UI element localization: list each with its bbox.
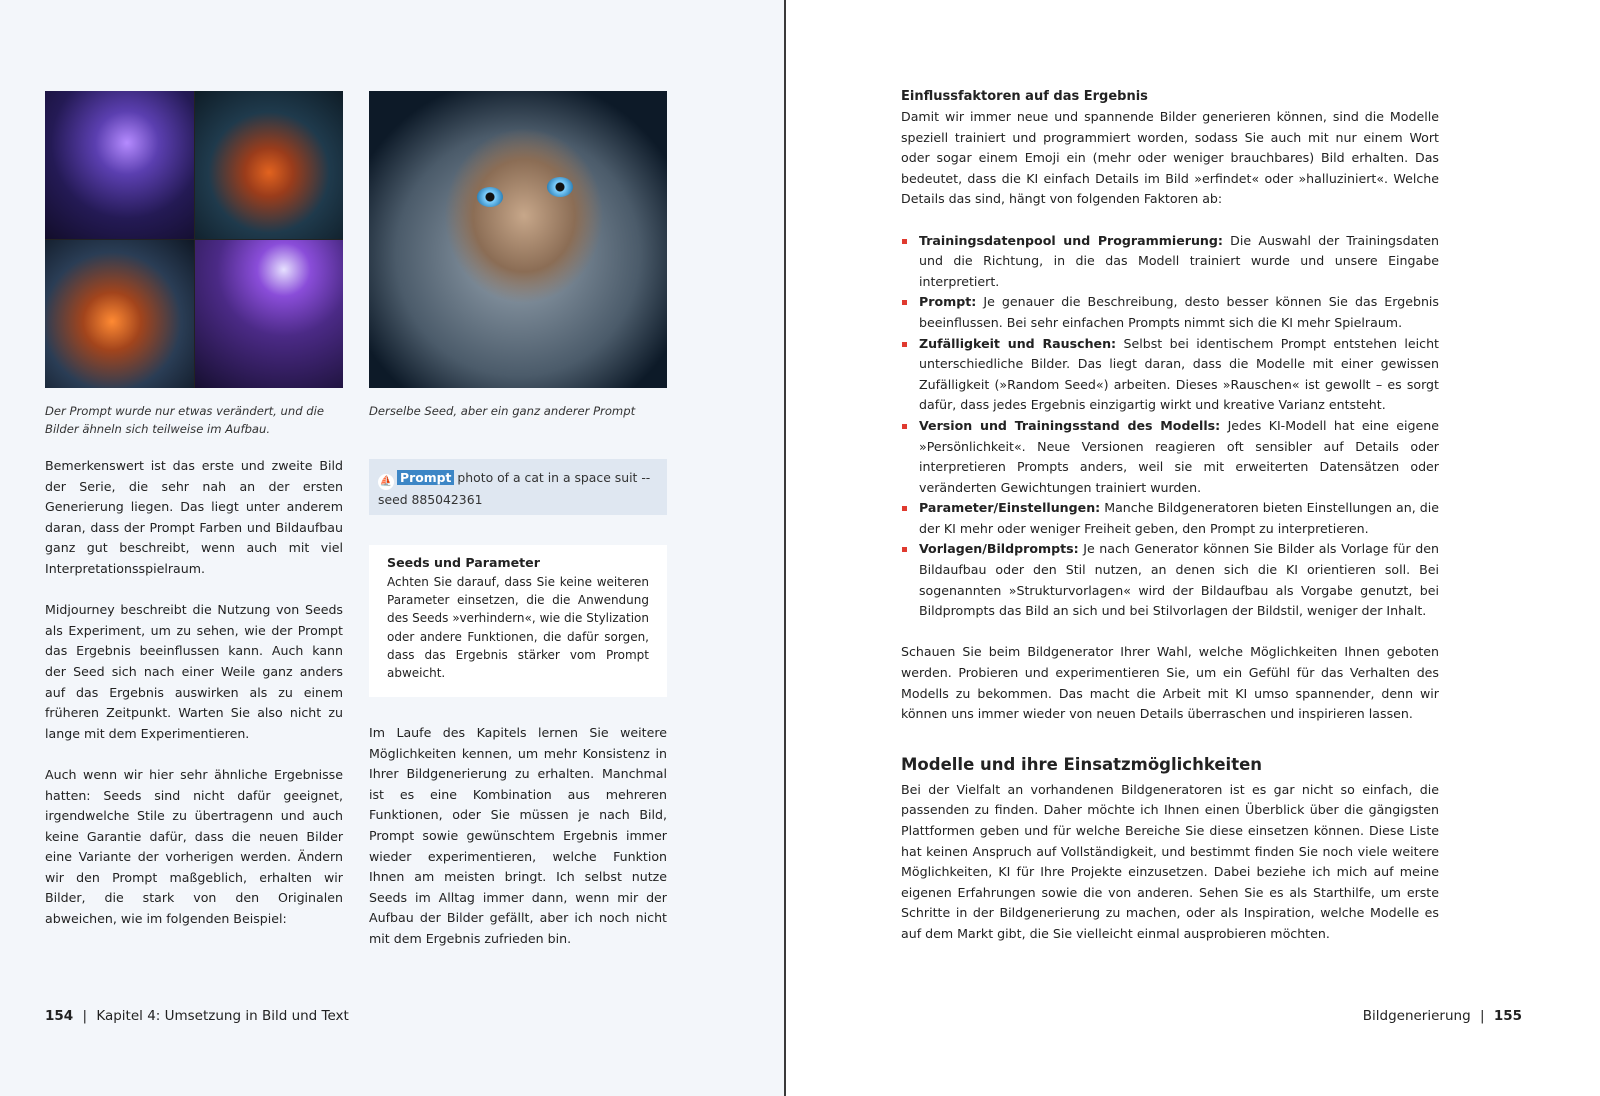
- variant-image-2: [195, 91, 344, 239]
- section-title: Modelle und ihre Einsatzmöglichkeiten: [901, 754, 1263, 774]
- variant-image-3: [45, 240, 194, 388]
- factor-list: [901, 231, 1439, 622]
- variant-image-1: [45, 91, 194, 239]
- list-item: Parameter/Einstellungen: Manche Bildgeneratoren bieten Einstellungen an, die der KI mehr oder weniger Freiheit geben, den Prompt zu interpretieren.: [901, 498, 1439, 539]
- caption-image-grid: Der Prompt wurde nur etwas verändert, und die Bilder ähneln sich teilweise im Aufbau.: [45, 404, 325, 436]
- list-item: Zufälligkeit und Rauschen: Selbst bei identischem Prompt entstehen leicht unterschiedliche Bilder. Das liegt daran, dass die Modelle mit einer gewissen Zufälligkeit (»Random Seed«) arbeiten. Dieses »Rauschen« ist gewollt – es sorgt dafür, dass jedes Ergebnis einzigartig wirkt und kreative Varianz entsteht.: [901, 334, 1439, 416]
- paragraph: Bemerkenswert ist das erste und zweite Bild der Serie, die sehr nah an der ersten Generierung liegen. Das liegt unter anderem daran, dass der Prompt Farben und Bildaufbau ganz gut beschreibt, wenn auch mit viel Interpretationsspielraum.: [45, 458, 343, 576]
- paragraph: Im Laufe des Kapitels lernen Sie weitere Möglichkeiten kennen, um mehr Konsistenz in Ihrer Bildgenerierung zu erhalten. Manchmal ist es eine Kombination aus mehreren Funktionen, oder Sie müssen je nach Bild, Prompt sowie gewünschtem Ergebnis immer wieder experimentieren, welche Funktion Ihnen am meisten bringt. Ich selbst nutze Seeds im Alltag immer dann, wenn mir der Aufbau der Bilder gefällt, aber ich noch nicht mit dem Ergebnis zufrieden bin.: [369, 725, 667, 946]
- paragraph: Bei der Vielfalt an vorhandenen Bildgeneratoren ist es gar nicht so einfach, die passenden zu finden. Daher möchte ich Ihnen einen Überblick über die gängigsten Plattformen geben und für welche Bereiche Sie diese einsetzen können. Diese Liste hat keinen Anspruch auf Vollständigkeit, und bestimmt finden Sie noch viele weitere Möglichkeiten, KI für Ihre Projekte einzusetzen. Dabei beziehe ich mich auf meine eigenen Erfahrungen sowie die von anderen. Sehen Sie es als Starthilfe, um erste Schritte in der Bildgenerierung zu machen, oder als Inspiration, welche Modelle es auf dem Markt gibt, die Sie vielleicht einmal ausprobieren möchten.: [901, 781, 1439, 941]
- image-grid-four-variants: [45, 91, 343, 388]
- cat-astronaut-image: [369, 91, 667, 388]
- midjourney-sail-icon: ⛵: [378, 474, 394, 490]
- footer-right: [1363, 1008, 1522, 1024]
- right-column-text: [901, 87, 1439, 945]
- info-box: [369, 545, 667, 697]
- footer-separator: |: [1479, 1008, 1485, 1024]
- caption-cat-image: Derselbe Seed, aber ein ganz anderer Prompt: [369, 404, 636, 418]
- footer-separator: |: [82, 1008, 88, 1024]
- paragraph: Damit wir immer neue und spannende Bilder generieren können, sind die Modelle speziell trainiert und programmiert worden, sodass Sie auch mit nur einem Wort oder sogar einem Emoji ein (mehr oder weniger brauchbares) Bild erhalten. Das bedeutet, dass die KI einfach Details im Bild »erfindet« oder »halluziniert«. Welche Details das sind, hängt von folgenden Faktoren ab:: [901, 109, 1439, 207]
- section-name: Bildgenerierung: [1362, 1008, 1471, 1024]
- paragraph: Midjourney beschreibt die Nutzung von Seeds als Experiment, um zu sehen, wie der Prompt das Ergebnis beeinflussen kann. Auch kann der Seed sich nach einer Weile ganz anders auf das Ergebnis auswirken als zu einem früheren Zeitpunkt. Warten Sie also nicht zu lange mit dem Experimentieren.: [45, 602, 343, 741]
- info-box-title: Seeds und Parameter: [387, 555, 540, 570]
- paragraph: Schauen Sie beim Bildgenerator Ihrer Wahl, welche Möglichkeiten Ihnen geboten werden. Probieren und experimentieren Sie, um ein Gefühl für das Verhalten des Modells zu bekommen. Das macht die Arbeit mit KI umso spannender, denn wir können uns immer wieder von neuen Details überraschen und inspirieren lassen.: [901, 644, 1439, 722]
- footer-left: [45, 1008, 349, 1024]
- section-heading: Einflussfaktoren auf das Ergebnis: [901, 89, 1148, 104]
- list-item: Trainingsdatenpool und Programmierung: Die Auswahl der Trainingsdaten und die Richtung, in die das Modell trainiert wurde und unsere Eingabe interpretiert.: [901, 231, 1439, 293]
- list-item: Vorlagen/Bildprompts: Je nach Generator können Sie Bilder als Vorlage für den Bildaufbau oder den Stil nutzen, an denen sich die KI orientieren soll. Bei sogenannten »Strukturvorlagen« wird der Bildaufbau als Vorgabe genutzt, bei Bildprompts das Bild an sich und bei Stilvorlagen der Bildstil, weniger der Inhalt.: [901, 539, 1439, 621]
- prompt-label: Prompt: [397, 470, 454, 485]
- list-item: Version und Trainingsstand des Modells: Jedes KI-Modell hat eine eigene »Persönlichkeit«. Neue Versionen reagieren oft sensibler auf Details oder interpretieren Prompts anders, weil sie mit erweiterten Datensätzen oder veränderten Gewichtungen trainiert wurden.: [901, 416, 1439, 498]
- prompt-text: photo of a cat in a space suit --seed 885042361: [378, 470, 651, 507]
- prompt-box: [369, 459, 667, 515]
- list-item: Prompt: Je genauer die Beschreibung, desto besser können Sie das Ergebnis beeinflussen. Bei sehr einfachen Prompts nimmt sich die KI mehr Spielraum.: [901, 292, 1439, 333]
- paragraph: Auch wenn wir hier sehr ähnliche Ergebnisse hatten: Seeds sind nicht dafür geeignet, irgendwelche Stile zu übertragenn und auch keine Garantie dafür, dass die neuen Bilder eine Variante der vorherigen werden. Ändern wir den Prompt maßgeblich, erhalten wir Bilder, die stark von den Originalen abweichen, wie im folgenden Beispiel:: [45, 766, 343, 927]
- variant-image-4: [195, 240, 344, 388]
- left-column-text: [45, 456, 343, 930]
- page-divider: [784, 0, 786, 1096]
- page-number: 155: [1493, 1008, 1522, 1024]
- info-box-text: Achten Sie darauf, dass Sie keine weiteren Parameter einsetzen, die die Anwendung des Seeds »verhindern«, wie die Stylization oder andere Funktionen, die dafür sorgen, dass das Ergebnis stärker vom Prompt abweicht.: [387, 575, 649, 681]
- chapter-title: Kapitel 4: Umsetzung in Bild und Text: [96, 1008, 349, 1024]
- page-number: 154: [45, 1008, 74, 1024]
